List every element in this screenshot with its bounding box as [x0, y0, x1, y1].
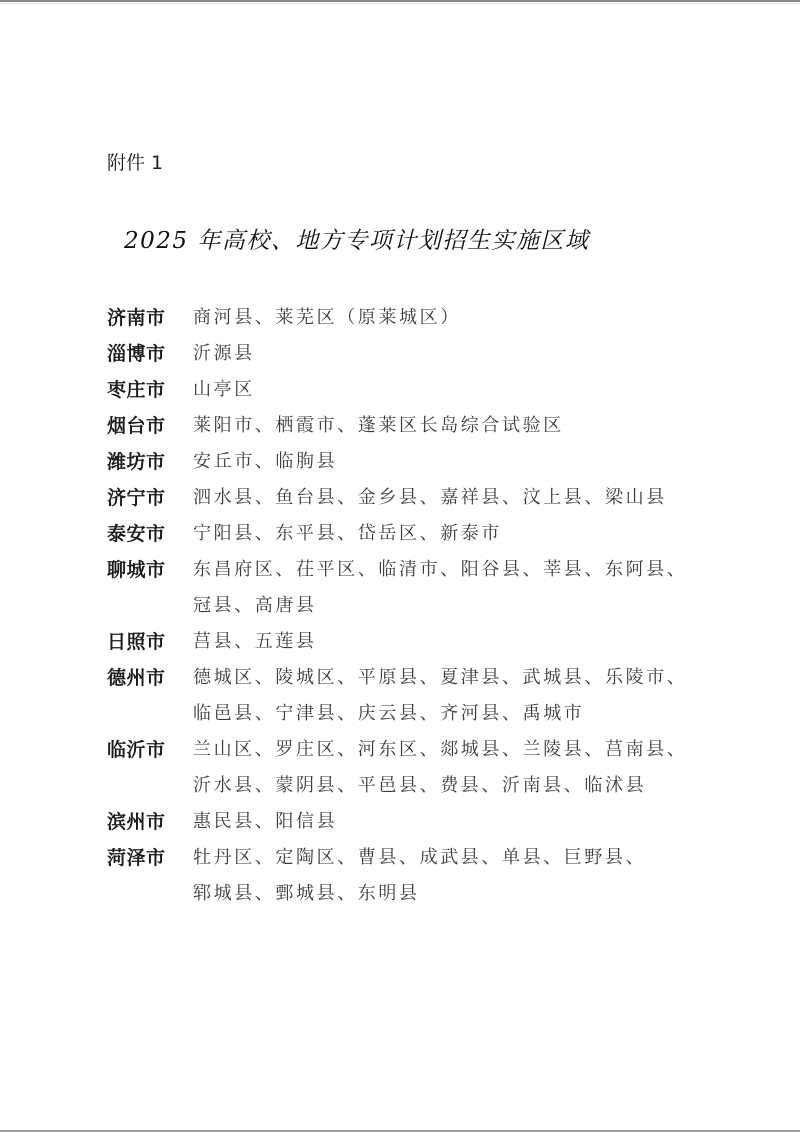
attachment-label: 附件 1	[107, 152, 164, 174]
county-line: 临邑县、宁津县、庆云县、齐河县、禹城市	[193, 703, 585, 724]
county-list	[193, 516, 703, 552]
region-row-weifang	[107, 444, 707, 480]
county-list	[193, 804, 703, 840]
region-row-jining	[107, 480, 707, 516]
county-list	[193, 300, 703, 336]
city-name: 日照市	[107, 631, 166, 653]
county-line: 泗水县、鱼台县、金乡县、嘉祥县、汶上县、梁山县	[193, 487, 667, 508]
county-list	[193, 372, 703, 408]
region-list	[107, 300, 707, 912]
county-line: 宁阳县、东平县、岱岳区、新泰市	[193, 523, 502, 544]
county-line: 商河县、莱芜区（原莱城区）	[193, 307, 461, 328]
city-name: 聊城市	[107, 559, 166, 581]
city-name: 枣庄市	[107, 379, 166, 401]
county-list	[193, 660, 703, 732]
region-row-binzhou	[107, 804, 707, 840]
county-list	[193, 336, 703, 372]
region-row-taian	[107, 516, 707, 552]
city-name: 泰安市	[107, 523, 166, 545]
county-list	[193, 732, 703, 804]
city-name: 德州市	[107, 667, 166, 689]
county-list	[193, 552, 703, 624]
county-list	[193, 408, 703, 444]
region-row-dezhou	[107, 660, 707, 732]
county-list	[193, 480, 703, 516]
county-line: 沂水县、蒙阴县、平邑县、费县、沂南县、临沭县	[193, 775, 647, 796]
page-top-border-shadow	[0, 2, 800, 5]
city-name: 济宁市	[107, 487, 166, 509]
region-row-heze	[107, 840, 707, 912]
region-row-liaocheng	[107, 552, 707, 624]
region-row-zaozhuang	[107, 372, 707, 408]
city-name: 临沂市	[107, 739, 166, 761]
region-row-jinan	[107, 300, 707, 336]
county-line: 莱阳市、栖霞市、蓬莱区长岛综合试验区	[193, 415, 564, 436]
county-line: 莒县、五莲县	[193, 631, 317, 652]
county-list	[193, 444, 703, 480]
county-line: 冠县、高唐县	[193, 595, 317, 616]
county-line: 东昌府区、茌平区、临清市、阳谷县、莘县、东阿县、	[193, 559, 688, 580]
county-line: 安丘市、临朐县	[193, 451, 338, 472]
county-list	[193, 624, 703, 660]
city-name: 菏泽市	[107, 847, 166, 869]
city-name: 滨州市	[107, 811, 166, 833]
region-row-zibo	[107, 336, 707, 372]
city-name: 济南市	[107, 307, 166, 329]
county-line: 牡丹区、定陶区、曹县、成武县、单县、巨野县、	[193, 847, 647, 868]
county-list	[193, 840, 703, 912]
region-row-rizhao	[107, 624, 707, 660]
city-name: 烟台市	[107, 415, 166, 437]
page-title: 2025 年高校、地方专项计划招生实施区域	[124, 228, 590, 254]
county-line: 山亭区	[193, 379, 255, 400]
county-line: 郓城县、鄄城县、东明县	[193, 883, 420, 904]
county-line: 德城区、陵城区、平原县、夏津县、武城县、乐陵市、	[193, 667, 688, 688]
region-row-linyi	[107, 732, 707, 804]
city-name: 潍坊市	[107, 451, 166, 473]
county-line: 惠民县、阳信县	[193, 811, 338, 832]
county-line: 兰山区、罗庄区、河东区、郯城县、兰陵县、莒南县、	[193, 739, 688, 760]
city-name: 淄博市	[107, 343, 166, 365]
region-row-yantai	[107, 408, 707, 444]
county-line: 沂源县	[193, 343, 255, 364]
